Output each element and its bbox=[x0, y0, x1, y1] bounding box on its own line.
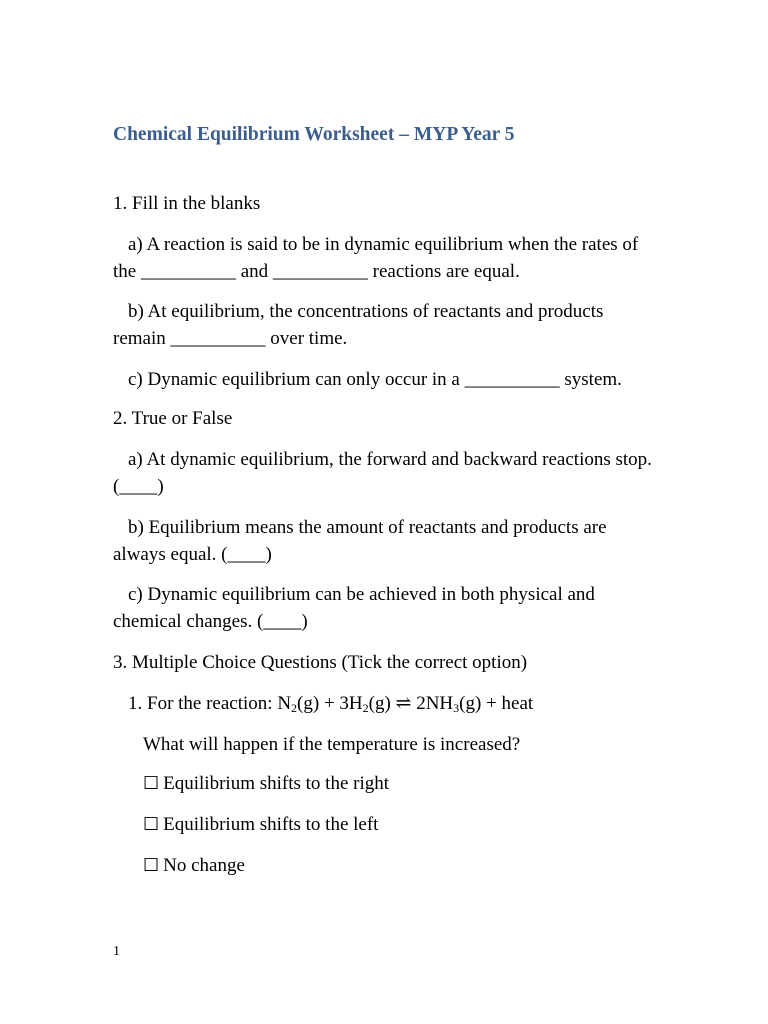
section1-question-b bbox=[113, 298, 658, 352]
question-text: system. bbox=[559, 369, 622, 390]
checkbox-icon[interactable]: ☐ bbox=[143, 855, 160, 876]
option-shift-left[interactable] bbox=[143, 813, 378, 837]
option-no-change[interactable] bbox=[143, 854, 245, 878]
section1-question-c bbox=[113, 366, 673, 393]
option-label: Equilibrium shifts to the left bbox=[163, 814, 379, 835]
section2-heading: 2. True or False bbox=[113, 408, 233, 429]
reaction-text: 1. For the reaction: N bbox=[128, 693, 292, 714]
section1-heading: 1. Fill in the blanks bbox=[113, 193, 261, 214]
section2-question-a bbox=[113, 446, 658, 500]
answer-blank[interactable]: __________ bbox=[170, 328, 266, 349]
section2-question-c bbox=[113, 581, 658, 635]
section1-question-a bbox=[113, 231, 658, 285]
question-text: a) At dynamic equilibrium, the forward and backward reactions stop. bbox=[128, 449, 652, 470]
subscript: 2 bbox=[362, 701, 369, 715]
page-number: 1 bbox=[113, 944, 120, 959]
question-text: a) A reaction is said to be in dynamic equilibrium when the rates of the bbox=[113, 234, 639, 282]
question-text: and bbox=[235, 261, 273, 282]
answer-blank[interactable]: (____) bbox=[113, 476, 164, 497]
question-text: over time. bbox=[265, 328, 348, 349]
option-label: No change bbox=[163, 855, 245, 876]
answer-blank[interactable]: __________ bbox=[464, 369, 560, 390]
answer-blank[interactable]: (____) bbox=[221, 544, 272, 565]
answer-blank[interactable]: __________ bbox=[140, 261, 236, 282]
answer-blank[interactable]: (____) bbox=[257, 611, 308, 632]
mcq1-reaction-line bbox=[128, 692, 533, 720]
checkbox-icon[interactable]: ☐ bbox=[143, 814, 160, 835]
reaction-text: (g) + 3H bbox=[297, 693, 363, 714]
checkbox-icon[interactable]: ☐ bbox=[143, 773, 160, 794]
section2-question-b bbox=[113, 514, 658, 568]
subscript: 2 bbox=[291, 701, 298, 715]
question-text: b) Equilibrium means the amount of reactants and products are always equal. bbox=[113, 517, 607, 565]
question-text: c) Dynamic equilibrium can be achieved in both physical and chemical changes. bbox=[113, 584, 595, 632]
reaction-text: (g) + heat bbox=[459, 693, 534, 714]
answer-blank[interactable]: __________ bbox=[272, 261, 368, 282]
mcq1-question: What will happen if the temperature is increased? bbox=[143, 734, 521, 755]
subscript: 3 bbox=[453, 701, 460, 715]
question-text: reactions are equal. bbox=[367, 261, 520, 282]
option-label: Equilibrium shifts to the right bbox=[163, 773, 390, 794]
question-text: b) At equilibrium, the concentrations of reactants and products remain bbox=[113, 301, 604, 349]
document-title: Chemical Equilibrium Worksheet – MYP Year 5 bbox=[113, 124, 515, 145]
reaction-text: (g) ⇌ 2NH bbox=[368, 693, 454, 714]
option-shift-right[interactable] bbox=[143, 772, 389, 796]
question-text: c) Dynamic equilibrium can only occur in a bbox=[128, 369, 465, 390]
section3-heading: 3. Multiple Choice Questions (Tick the correct option) bbox=[113, 652, 528, 673]
